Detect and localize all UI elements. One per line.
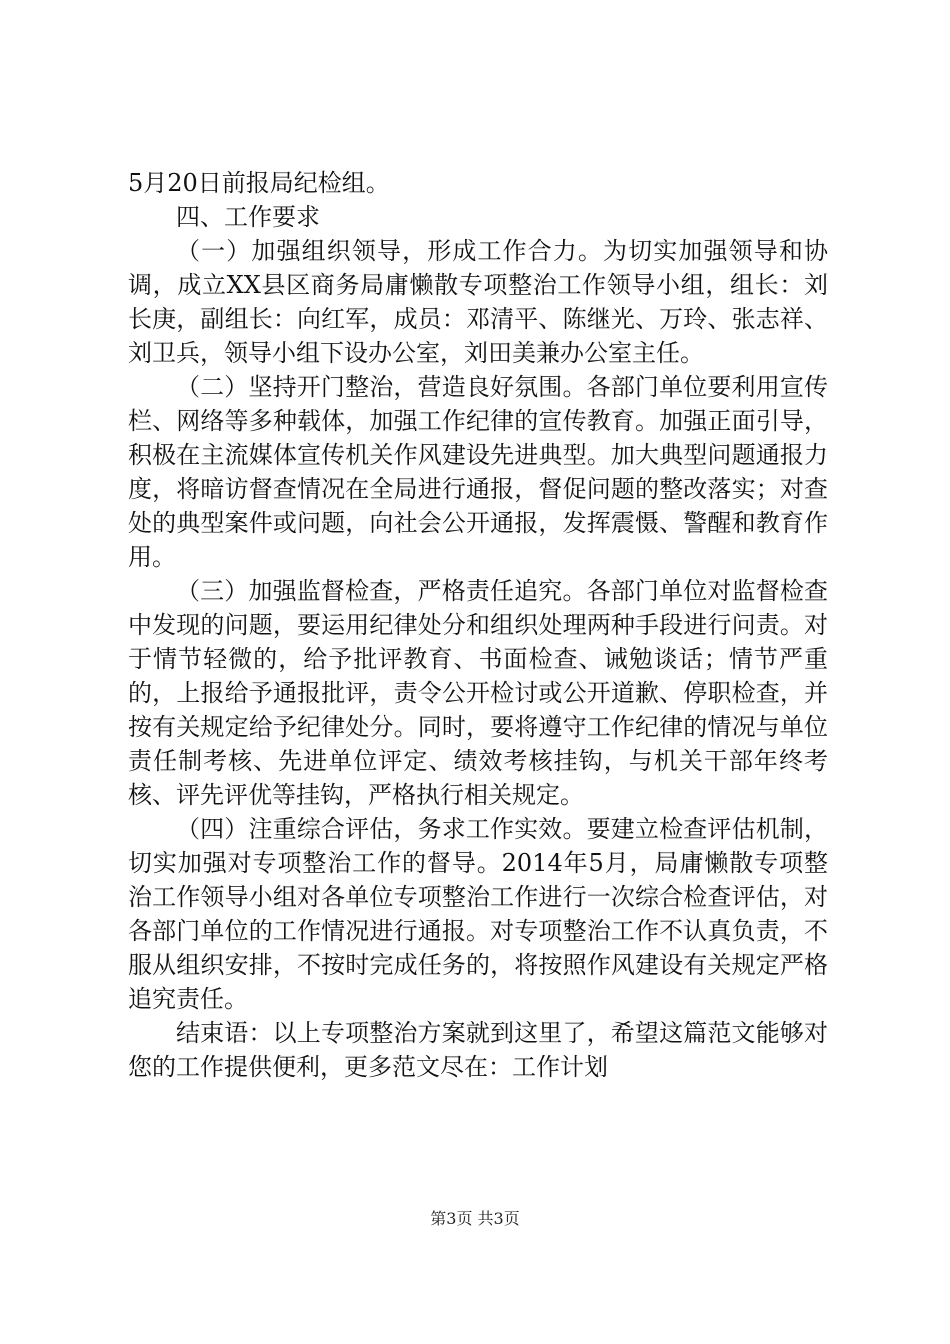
paragraph-open-rectification: （二）坚持开门整治，营造良好氛围。各部门单位要利用宣传栏、网络等多种载体，加强工作纪律的宣传教育。加强正面引导，积极在主流媒体宣传机关作风建设先进典型。加大典型问题通报力度，将暗访督查情况在全局进行通报，督促问题的整改落实；对查处的典型案件或问题，向社会公开通报，发挥震慑、警醒和教育作用。 <box>128 373 828 571</box>
page-number: 第3页 共3页 <box>430 1209 520 1228</box>
paragraph-comprehensive-evaluation: （四）注重综合评估，务求工作实效。要建立检查评估机制，切实加强对专项整治工作的督导。2014年5月，局庸懒散专项整治工作领导小组对各单位专项整治工作进行一次综合检查评估，对各部门单位的工作情况进行通报。对专项整治工作不认真负责，不服从组织安排，不按时完成任务的，将按照作风建设有关规定严格追究责任。 <box>128 815 828 1013</box>
paragraph-continuation: 5月20日前报局纪检组。 <box>128 169 390 197</box>
paragraph-supervision-inspection: （三）加强监督检查，严格责任追究。各部门单位对监督检查中发现的问题，要运用纪律处分和组织处理两种手段进行问责。对于情节轻微的，给予批评教育、书面检查、诫勉谈话；情节严重的，上报给予通报批评，责令公开检讨或公开道歉、停职检查，并按有关规定给予纪律处分。同时，要将遵守工作纪律的情况与单位责任制考核、先进单位评定、绩效考核挂钩，与机关干部年终考核、评先评优等挂钩，严格执行相关规定。 <box>128 577 828 809</box>
paragraph-organization-leadership: （一）加强组织领导，形成工作合力。为切实加强领导和协调，成立XX县区商务局庸懒散专项整治工作领导小组，组长：刘长庚，副组长：向红军，成员：邓清平、陈继光、万玲、张志祥、刘卫兵，领导小组下设办公室，刘田美兼办公室主任。 <box>128 237 828 367</box>
document-body <box>128 166 828 1084</box>
paragraph-conclusion: 结束语：以上专项整治方案就到这里了，希望这篇范文能够对您的工作提供便利，更多范文尽在：工作计划 <box>128 1019 828 1081</box>
section-heading: 四、工作要求 <box>176 203 320 231</box>
